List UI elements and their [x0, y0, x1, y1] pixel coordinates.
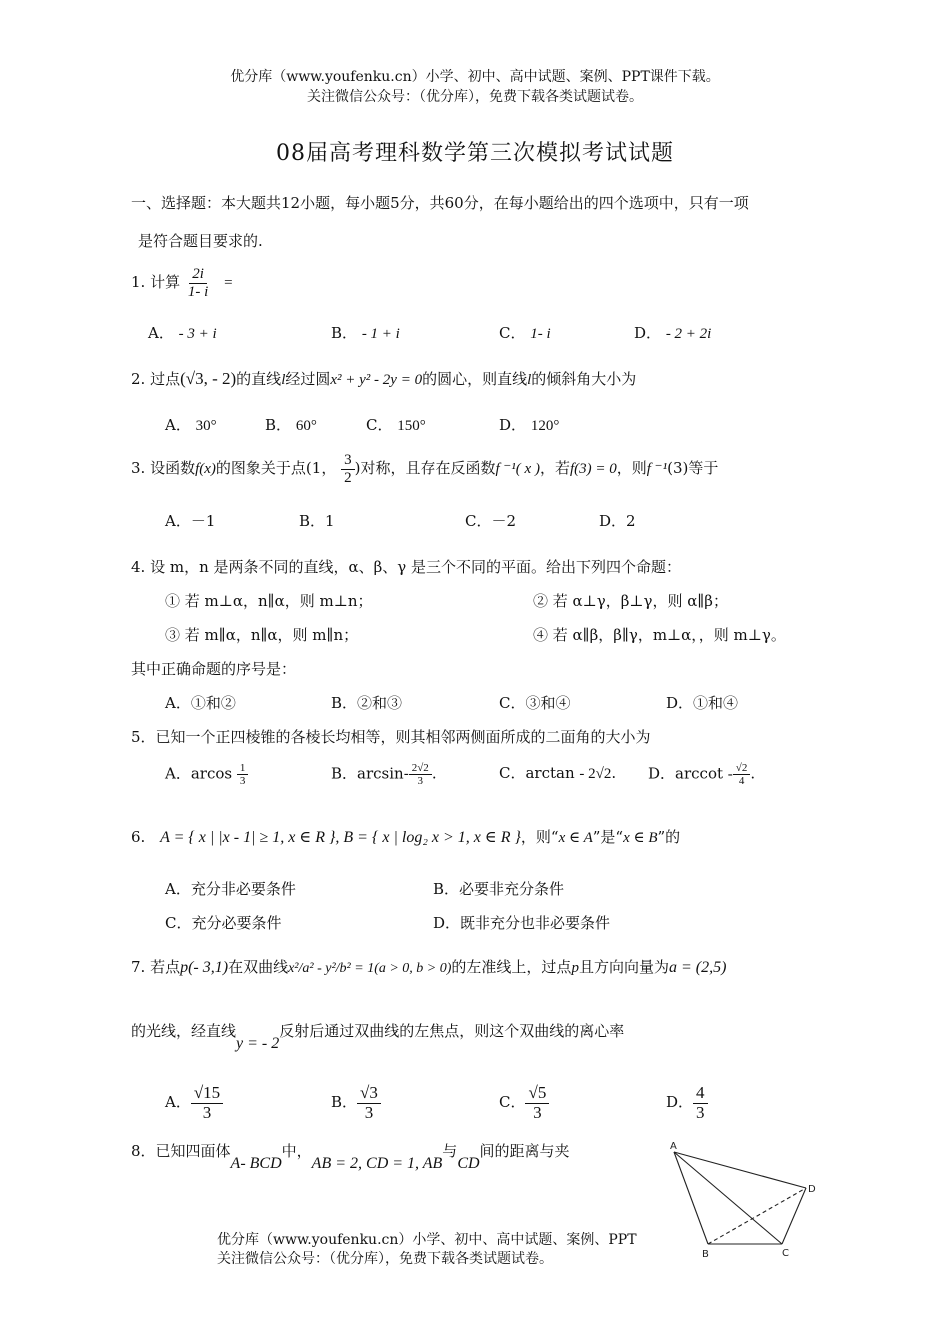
q6-set-a: A = { x | |x - 1| ≥ 1, x ∈ R } [160, 829, 336, 846]
q5-option-b [331, 762, 437, 787]
q7-hyperbola: x²/a² - y²/b² = 1(a > 0, b > 0) [288, 961, 452, 976]
q5-option-a [165, 762, 248, 787]
footer-line-1: 优分库（www.youfenku.cn）小学、初中、高中试题、案例、PPT [217, 1232, 637, 1248]
q6-option-c: C．充分必要条件 [165, 914, 282, 932]
header-line-2: 关注微信公众号：（优分库），免费下载各类试题试卷。 [307, 89, 643, 105]
q4-option-b: B．②和③ [331, 694, 403, 712]
q2-stem-e: 的倾斜角大小为 [531, 370, 637, 388]
q5-option-b-fraction [409, 762, 432, 787]
q8-stem-c: 与 [442, 1142, 458, 1160]
q8-tetrahedron: A- BCD [230, 1155, 282, 1172]
q5-d-num: √2 [733, 762, 751, 775]
q2-line-l: l [281, 372, 286, 388]
edge-cd [782, 1188, 806, 1244]
q6-x-in-b: x ∈ B [623, 830, 658, 846]
q3-stem-e: ，则 [616, 459, 647, 477]
q3-option-b: B．1 [299, 512, 335, 530]
q6-option-b: B．必要非充分条件 [433, 880, 565, 898]
q6-stem-c: ”的 [657, 828, 681, 846]
q1-option-a [148, 322, 217, 343]
tetrahedron-figure [664, 1138, 824, 1262]
q4-proposition-1: ① 若 m⊥α，n∥α，则 m⊥n； [165, 592, 373, 610]
q1-option-d-value: - 2 + 2i [665, 326, 712, 342]
q3-stem-f: (3)等于 [667, 459, 719, 477]
section-intro-line-1: 一、选择题：本大题共12小题，每小题5分，共60分，在每小题给出的四个选项中，只有一项 [131, 194, 749, 212]
question-1 [131, 266, 233, 300]
q7-line2-a: 的光线，经直线 [131, 1022, 237, 1040]
q3-stem-d: ，若 [539, 459, 570, 477]
q5-d-pre: - [727, 766, 733, 783]
q6-set-b: , B = { x | log₂ x > 1, x ∈ R } [335, 829, 521, 846]
question-7-line-1 [131, 956, 726, 977]
q2-line-l-2: l [527, 372, 532, 388]
q7-point-p: p [571, 960, 579, 976]
q7-b-num: √3 [357, 1084, 381, 1104]
q2-option-a-label: A． [165, 416, 191, 434]
q2-circle: x² + y² - 2y = 0 [330, 372, 423, 388]
q1-option-c [499, 322, 551, 343]
question-3 [131, 452, 718, 486]
q2-stem-c: 经过圆 [285, 370, 331, 388]
q8-stem-b: 中， [281, 1142, 312, 1160]
q2-option-b-label: B． [265, 416, 292, 434]
q2-stem-b: 的直线 [236, 370, 282, 388]
q7-option-a-fraction [191, 1084, 223, 1122]
vertex-label-d: D [808, 1184, 816, 1195]
q1-equals: = [224, 275, 233, 291]
q2-option-a-value: 30° [195, 418, 217, 434]
section-intro-line-2: 是符合题目要求的. [138, 232, 263, 250]
q3-inverse-2: f ⁻¹ [646, 461, 668, 477]
q1-option-a-value: - 3 + i [178, 326, 217, 342]
vertex-label-b: B [702, 1249, 709, 1260]
q2-option-b [265, 414, 317, 435]
q7-option-b [331, 1084, 381, 1122]
q7-d-den: 3 [696, 1102, 705, 1122]
q5-b-num: 2√2 [409, 762, 432, 775]
vertex-label-a: A [670, 1141, 677, 1152]
q8-stem-a: 8．已知四面体 [131, 1142, 231, 1160]
q5-b-den: 3 [417, 775, 424, 788]
q7-option-d-fraction [693, 1084, 708, 1122]
q7-a-den: 3 [202, 1102, 212, 1122]
q7-stem-b: 在双曲线 [228, 958, 289, 976]
q7-option-d-label: D． [666, 1093, 694, 1112]
q3-option-a: A．－1 [165, 512, 216, 530]
q7-option-a [165, 1084, 223, 1122]
q7-option-c-label: C． [499, 1093, 526, 1112]
q7-line2-b: 反射后通过双曲线的左焦点，则这个双曲线的离心率 [279, 1022, 625, 1040]
q7-option-b-label: B． [331, 1093, 358, 1112]
page-title: 08届高考理科数学第三次模拟考试试题 [276, 141, 674, 166]
q6-option-a: A．充分非必要条件 [165, 880, 296, 898]
question-2 [131, 368, 636, 389]
q3-fx: f(x) [195, 461, 216, 477]
q7-y-line: y = - 2 [236, 1035, 280, 1052]
q7-option-b-fraction [357, 1084, 381, 1122]
q5-option-d [648, 762, 755, 787]
question-7-line-2 [131, 1020, 625, 1052]
q2-option-c-value: 150° [397, 418, 426, 434]
q7-point: p(- 3,1) [180, 959, 229, 976]
q1-stem: 1. 计算 [131, 273, 181, 291]
q3-option-d: D．2 [599, 512, 636, 530]
q1-option-b-label: B． [331, 324, 358, 342]
q2-option-d-value: 120° [530, 418, 560, 434]
q5-option-b-label: B．arcsin- [331, 764, 409, 783]
q1-option-b-value: - 1 + i [361, 326, 400, 342]
edge-bd-hidden [708, 1188, 806, 1244]
q4-ask: 其中正确命题的序号是： [131, 660, 297, 678]
q3-option-c: C．－2 [465, 512, 517, 530]
q1-fraction [185, 266, 211, 300]
q3-fraction-den: 2 [344, 469, 352, 486]
q4-option-d: D．①和④ [666, 694, 739, 712]
q5-option-a-label: A．arcos [165, 764, 233, 783]
q3-stem-c: )对称，且存在反函数 [354, 459, 496, 477]
question-6 [131, 826, 680, 847]
q2-stem-d: 的圆心，则直线 [422, 370, 528, 388]
q6-stem-a: ，则“ [520, 828, 559, 846]
q3-fraction [341, 452, 355, 486]
q7-c-den: 3 [533, 1102, 542, 1122]
q1-option-c-label: C． [499, 324, 526, 342]
q4-proposition-4: ④ 若 α∥β，β∥γ，m⊥α，，则 m⊥γ。 [533, 626, 786, 644]
question-4-stem: 4. 设 m，n 是两条不同的直线，α、β、γ 是三个不同的平面。给出下列四个命题： [131, 558, 682, 576]
q7-vector: a = (2,5) [668, 959, 727, 976]
footer-line-2: 关注微信公众号：（优分库），免费下载各类试题试卷。 [217, 1251, 553, 1267]
q3-inverse: f ⁻¹( x ) [495, 461, 540, 477]
q4-proposition-2: ② 若 α⊥γ，β⊥γ，则 α∥β； [533, 592, 728, 610]
q3-stem-b: 的图象关于点(1， [215, 459, 337, 477]
q7-b-den: 3 [364, 1102, 374, 1122]
q7-stem-a: 7. 若点 [131, 958, 181, 976]
q2-option-c [366, 414, 426, 435]
q5-a-den: 3 [239, 775, 246, 788]
q7-option-a-label: A． [165, 1093, 191, 1112]
q2-stem-a: 2. 过点 [131, 370, 181, 388]
q7-option-c [499, 1084, 549, 1122]
q7-c-num: √5 [525, 1084, 549, 1104]
q7-d-num: 4 [693, 1084, 708, 1104]
q6-stem-b: ”是“ [592, 828, 624, 846]
q5-c-end: . [611, 764, 617, 782]
q7-stem-d: 且方向向量为 [578, 958, 669, 976]
q2-option-b-value: 60° [295, 418, 317, 434]
question-8 [131, 1140, 570, 1172]
q1-numerator: 2i [189, 266, 207, 284]
q6-option-d: D．既非充分也非必要条件 [433, 914, 611, 932]
q2-option-c-label: C． [366, 416, 393, 434]
q5-option-d-fraction [733, 762, 751, 787]
q2-point: (√3, - 2) [180, 369, 237, 388]
question-5-stem: 5．已知一个正四棱锥的各棱长均相等，则其相邻两侧面所成的二面角的大小为 [131, 728, 651, 746]
q5-b-end: . [431, 764, 437, 783]
q6-number: 6. [131, 828, 146, 846]
q1-option-d [634, 322, 711, 343]
q3-fraction-num: 3 [341, 452, 355, 470]
q4-option-c: C．③和④ [499, 694, 571, 712]
vertex-label-c: C [782, 1248, 789, 1259]
q7-a-num: √15 [191, 1084, 223, 1104]
edge-ad [674, 1152, 806, 1188]
q4-proposition-3: ③ 若 m∥α，n∥α，则 m∥n； [165, 626, 359, 644]
q7-option-c-fraction [525, 1084, 549, 1122]
q2-option-d [499, 414, 559, 435]
edge-ac [674, 1152, 782, 1244]
q2-option-d-label: D． [499, 416, 527, 434]
q5-d-den: 4 [738, 775, 745, 788]
q8-condition: AB = 2, CD = 1, AB [311, 1155, 443, 1172]
q1-option-c-value: 1- i [530, 326, 551, 342]
q5-option-c-label: C．arctan [499, 764, 575, 782]
q5-a-num: 1 [237, 762, 249, 775]
q3-f3: f(3) = 0 [569, 461, 617, 477]
q3-stem-a: 3. 设函数 [131, 459, 196, 477]
header-line-1: 优分库（www.youfenku.cn）小学、初中、高中试题、案例、PPT课件下载。 [230, 69, 720, 85]
q2-option-a [165, 414, 217, 435]
q8-cd: CD [457, 1155, 480, 1172]
q5-option-c-value: - 2√2 [579, 766, 612, 782]
q5-option-a-fraction [237, 762, 249, 787]
q4-option-a: A．①和② [165, 694, 236, 712]
q5-option-d-label: D．arccot [648, 764, 724, 783]
q8-stem-d: 间的距离与夹 [479, 1142, 570, 1160]
q1-denominator: 1- i [187, 283, 209, 300]
q5-option-c [499, 762, 616, 783]
q7-option-d [666, 1084, 708, 1122]
q7-stem-c: 的左准线上，过点 [451, 958, 572, 976]
q5-d-end: . [750, 764, 756, 783]
q6-x-in-a: x ∈ A [558, 830, 593, 846]
q1-option-d-label: D． [634, 324, 662, 342]
q1-option-a-label: A． [148, 324, 174, 342]
q1-option-b [331, 322, 400, 343]
